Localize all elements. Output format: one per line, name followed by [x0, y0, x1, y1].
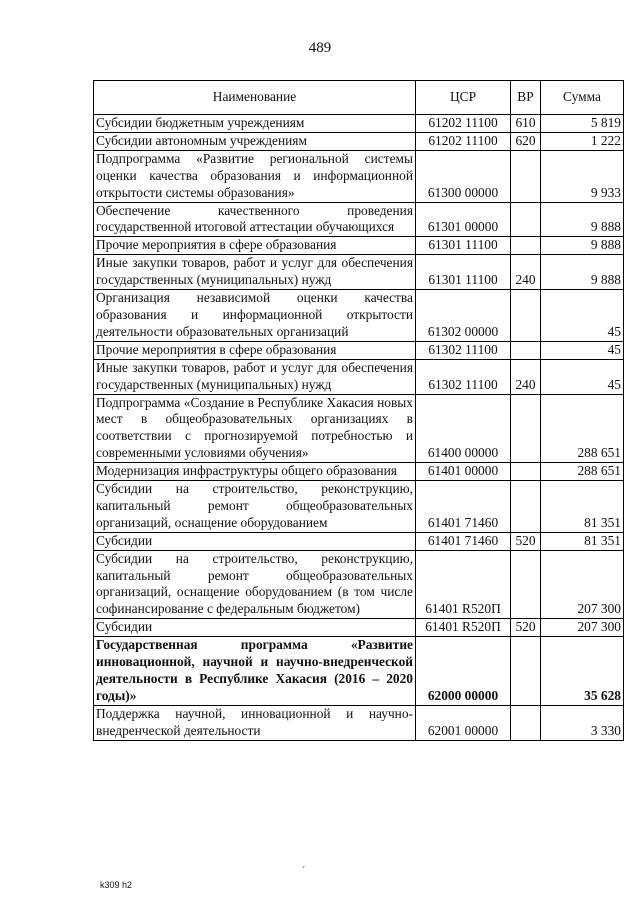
page-number: 489 — [308, 40, 332, 56]
cell-vr — [511, 341, 541, 359]
cell-csr: 61301 11100 — [416, 255, 511, 290]
cell-csr: 61401 71460 — [416, 481, 511, 533]
cell-name: Субсидии на строительство, реконструкцию, капитальный ремонт общеобразовательных организаций, оснащение оборудованием (в том числе софинансирование с федеральным бюджетом) — [94, 550, 416, 619]
cell-vr: 620 — [511, 132, 541, 150]
cell-name: Модернизация инфраструктуры общего образования — [94, 463, 416, 481]
cell-name: Субсидии — [94, 532, 416, 550]
cell-name: Подпрограмма «Создание в Республике Хакасия новых мест в общеобразовательных организациях в соответствии с прогнозируемой потребностью и современными условиями обучения» — [94, 394, 416, 463]
table-row — [94, 550, 624, 619]
cell-sum: 9 933 — [541, 150, 624, 202]
cell-vr — [511, 290, 541, 342]
table-row — [94, 359, 624, 394]
budget-table — [93, 80, 624, 741]
cell-csr: 61302 11100 — [416, 359, 511, 394]
cell-vr — [511, 637, 541, 706]
cell-name: Подпрограмма «Развитие региональной системы оценки качества образования и информационной открытости системы образования» — [94, 150, 416, 202]
table-row — [94, 394, 624, 463]
cell-name: Поддержка научной, инновационной и научно-внедренческой деятельности — [94, 705, 416, 740]
cell-name: Субсидии — [94, 619, 416, 637]
cell-csr: 61302 00000 — [416, 290, 511, 342]
cell-sum: 1 222 — [541, 132, 624, 150]
table-row — [94, 481, 624, 533]
cell-name: Субсидии бюджетным учреждениям — [94, 115, 416, 133]
header-sum: Сумма — [541, 81, 624, 115]
cell-sum: 45 — [541, 290, 624, 342]
cell-vr: 240 — [511, 359, 541, 394]
cell-csr: 61300 00000 — [416, 150, 511, 202]
cell-vr: 520 — [511, 619, 541, 637]
cell-csr: 62000 00000 — [416, 637, 511, 706]
table-row — [94, 290, 624, 342]
table-row — [94, 132, 624, 150]
table-row — [94, 115, 624, 133]
cell-vr: 610 — [511, 115, 541, 133]
cell-csr: 61301 00000 — [416, 202, 511, 237]
cell-name: Прочие мероприятия в сфере образования — [94, 341, 416, 359]
table-row — [94, 463, 624, 481]
cell-vr: 240 — [511, 255, 541, 290]
cell-vr — [511, 202, 541, 237]
cell-csr: 61401 00000 — [416, 463, 511, 481]
cell-csr: 61401 71460 — [416, 532, 511, 550]
cell-vr — [511, 550, 541, 619]
cell-name: Организация независимой оценки качества образования и информационной открытости деятельности образовательных организаций — [94, 290, 416, 342]
cell-vr — [511, 705, 541, 740]
table-row — [94, 255, 624, 290]
cell-sum: 9 888 — [541, 255, 624, 290]
cell-name: Обеспечение качественного проведения государственной итоговой аттестации обучающихся — [94, 202, 416, 237]
cell-sum: 81 351 — [541, 481, 624, 533]
table-row — [94, 619, 624, 637]
cell-sum: 45 — [541, 341, 624, 359]
cell-sum: 207 300 — [541, 550, 624, 619]
cell-csr: 61301 11100 — [416, 237, 511, 255]
footer-mark: ´ — [302, 866, 306, 877]
table-row — [94, 202, 624, 237]
cell-name: Государственная программа «Развитие инновационной, научной и научно-внедренческой деятельности в Республике Хакасия (2016 – 2020 годы)» — [94, 637, 416, 706]
cell-csr: 61401 R520П — [416, 550, 511, 619]
cell-sum: 207 300 — [541, 619, 624, 637]
cell-sum: 3 330 — [541, 705, 624, 740]
cell-vr — [511, 394, 541, 463]
table-row — [94, 341, 624, 359]
cell-name: Субсидии автономным учреждениям — [94, 132, 416, 150]
cell-csr: 61202 11100 — [416, 115, 511, 133]
cell-name: Прочие мероприятия в сфере образования — [94, 237, 416, 255]
cell-vr: 520 — [511, 532, 541, 550]
cell-sum: 5 819 — [541, 115, 624, 133]
cell-sum: 81 351 — [541, 532, 624, 550]
cell-csr: 61400 00000 — [416, 394, 511, 463]
table-row — [94, 705, 624, 740]
cell-sum: 9 888 — [541, 237, 624, 255]
cell-name: Иные закупки товаров, работ и услуг для обеспечения государственных (муниципальных) нужд — [94, 255, 416, 290]
header-csr: ЦСР — [416, 81, 511, 115]
table-row — [94, 532, 624, 550]
cell-vr — [511, 463, 541, 481]
table-row — [94, 637, 624, 706]
table-row — [94, 237, 624, 255]
cell-vr — [511, 481, 541, 533]
cell-sum: 35 628 — [541, 637, 624, 706]
header-vr: ВР — [511, 81, 541, 115]
table-header-row — [94, 81, 624, 115]
cell-vr — [511, 237, 541, 255]
cell-name: Субсидии на строительство, реконструкцию, капитальный ремонт общеобразовательных организаций, оснащение оборудованием — [94, 481, 416, 533]
table-body — [94, 115, 624, 741]
table-row — [94, 150, 624, 202]
cell-csr: 62001 00000 — [416, 705, 511, 740]
cell-sum: 288 651 — [541, 463, 624, 481]
footer-code: k309 h2 — [100, 880, 133, 890]
cell-csr: 61401 R520П — [416, 619, 511, 637]
cell-name: Иные закупки товаров, работ и услуг для обеспечения государственных (муниципальных) нужд — [94, 359, 416, 394]
cell-vr — [511, 150, 541, 202]
cell-sum: 45 — [541, 359, 624, 394]
cell-sum: 9 888 — [541, 202, 624, 237]
cell-csr: 61302 11100 — [416, 341, 511, 359]
cell-sum: 288 651 — [541, 394, 624, 463]
header-name: Наименование — [94, 81, 416, 115]
cell-csr: 61202 11100 — [416, 132, 511, 150]
